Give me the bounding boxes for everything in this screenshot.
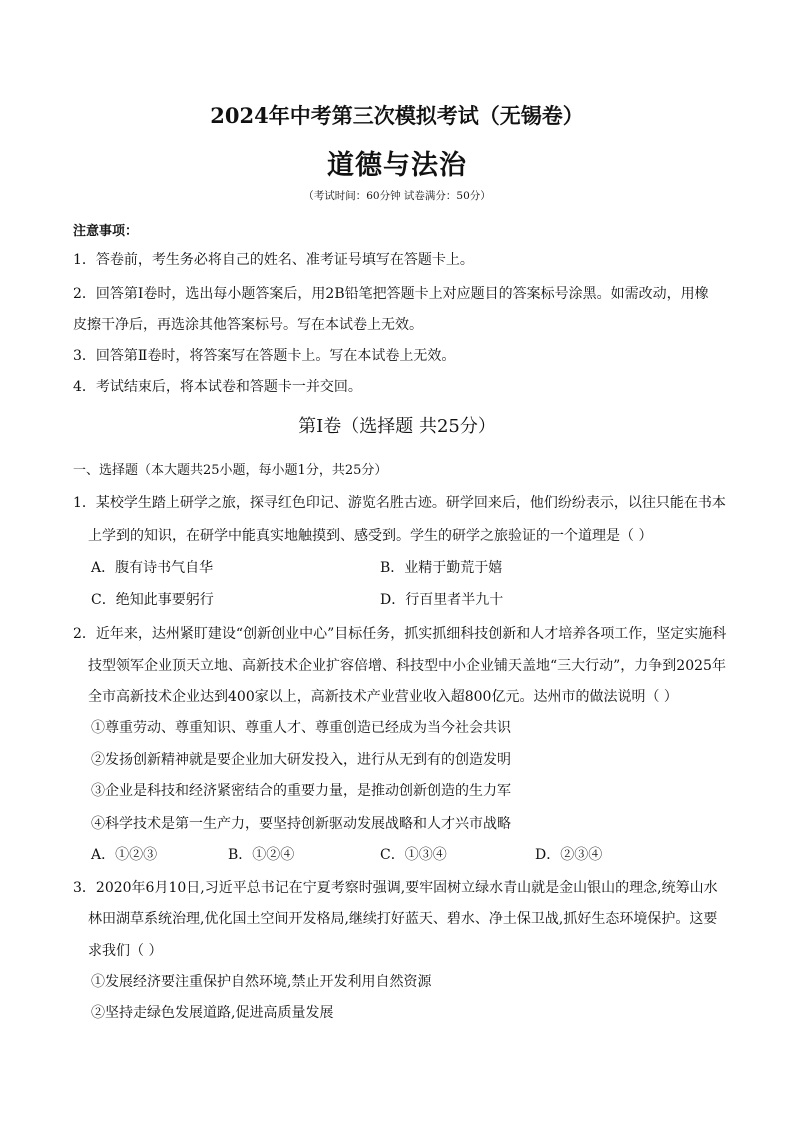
- q1-line-1: 1．某校学生踏上研学之旅，探寻红色印记、游览名胜古迹。研学回来后，他们纷纷表示，以往只能在书本: [73, 495, 726, 511]
- notice-heading: 注意事项：: [73, 224, 139, 239]
- q3-statement-1: ①发展经济要注重保护自然环境,禁止开发利用自然资源: [91, 974, 432, 990]
- q2-option-d: D．②③④: [535, 847, 603, 863]
- q2-option-c: C．①③④: [380, 847, 447, 863]
- notice-item-2-cont: 皮擦干净后，再选涂其他答案标号。写在本试卷上无效。: [73, 317, 423, 333]
- q1-option-a: A．腹有诗书气自华: [91, 560, 214, 576]
- exam-meta: （考试时间：60分钟 试卷满分：50分）: [303, 190, 491, 202]
- q2-line-2: 技型领军企业顶天立地、高新技术企业扩容倍增、科技型中小企业铺天盖地“三大行动”，力争到2025年: [88, 658, 726, 674]
- q3-statement-2: ②坚持走绿色发展道路,促进高质量发展: [91, 1005, 334, 1021]
- q3-line-1: 3．2020年6月10日,习近平总书记在宁夏考察时强调,要牢固树立绿水青山就是金山银山的理念,统筹山水: [73, 880, 718, 896]
- q2-option-b: B．①②④: [228, 847, 295, 863]
- q2-statement-2: ②发扬创新精神就是要企业加大研发投入，进行从无到有的创造发明: [91, 752, 511, 768]
- q1-line-2: 上学到的知识，在研学中能真实地触摸到、感受到。学生的研学之旅验证的一个道理是（ ）: [88, 528, 653, 544]
- section-title: 第Ⅰ卷（选择题 共25分）: [298, 416, 496, 437]
- q2-line-1: 2．近年来，达州紧盯建设“创新创业中心”目标任务，抓实抓细科技创新和人才培养各项工作，坚定实施科: [73, 626, 727, 642]
- q3-line-2: 林田湖草系统治理,优化国土空间开发格局,继续打好蓝天、碧水、净土保卫战,抓好生态环境保护。这要: [88, 911, 718, 927]
- q2-option-a: A．①②③: [91, 847, 158, 863]
- q2-statement-3: ③企业是科技和经济紧密结合的重要力量，是推动创新创造的生力军: [91, 783, 511, 799]
- notice-item-4: 4．考试结束后，将本试卷和答题卡一并交回。: [73, 379, 362, 395]
- subsection-title: 一、选择题（本大题共25小题，每小题1分，共25分）: [73, 463, 388, 478]
- notice-item-3: 3．回答第Ⅱ卷时，将答案写在答题卡上。写在本试卷上无效。: [73, 348, 456, 364]
- subject-title: 道德与法治: [327, 150, 467, 181]
- q2-line-3: 全市高新技术企业达到400家以上，高新技术产业营业收入超800亿元。达州市的做法说明（ ）: [88, 689, 678, 705]
- q1-option-d: D．行百里者半九十: [380, 592, 504, 608]
- exam-title: 2024年中考第三次模拟考试（无锡卷）: [210, 103, 584, 128]
- q3-line-3: 求我们（ ）: [88, 943, 163, 959]
- notice-item-1: 1．答卷前，考生务必将自己的姓名、准考证号填写在答题卡上。: [73, 252, 474, 268]
- notice-item-2: 2．回答第Ⅰ卷时，选出每小题答案后，用2B铅笔把答题卡上对应题目的答案标号涂黑。如需改动，用橡: [73, 286, 709, 302]
- q2-statement-1: ①尊重劳动、尊重知识、尊重人才、尊重创造已经成为当今社会共识: [91, 720, 511, 736]
- q1-option-c: C．绝知此事要躬行: [91, 592, 214, 608]
- q2-statement-4: ④科学技术是第一生产力，要坚持创新驱动发展战略和人才兴市战略: [91, 816, 511, 832]
- q1-option-b: B．业精于勤荒于嬉: [380, 560, 503, 576]
